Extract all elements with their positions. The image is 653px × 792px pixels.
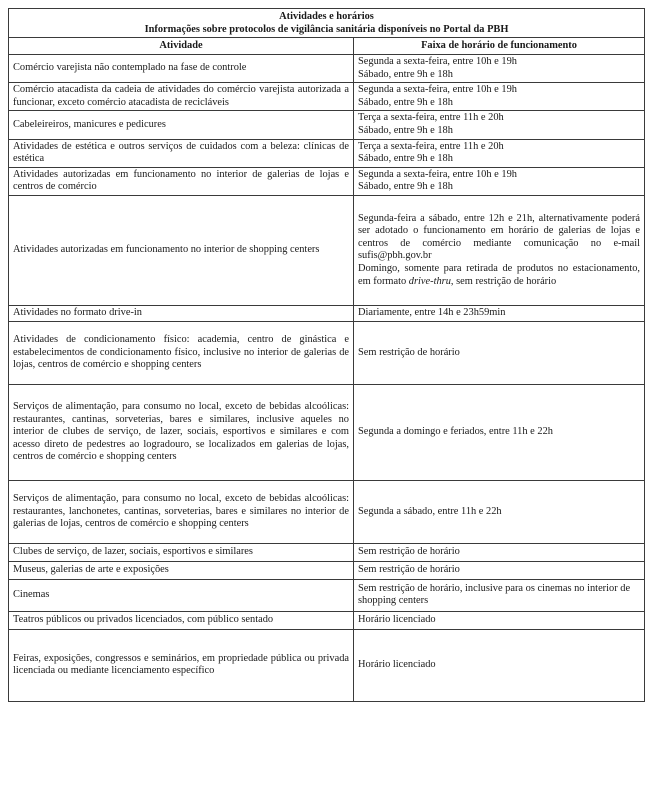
activity-cell: Comércio varejista não contemplado na fase de controle [9,55,354,83]
hours-cell [354,195,645,305]
header-hours: Faixa de horário de funcionamento [354,38,645,55]
table-row [9,55,645,83]
table-row [9,611,645,629]
hours-line: Sem restrição de horário, inclusive para os cinemas no interior de shopping centers [358,582,631,607]
hours-line: Sábado, entre 9h e 18h [358,124,453,136]
activity-cell: Atividades de estética e outros serviços de cuidados com a beleza: clínicas de estética [9,139,354,167]
activity-cell: Cinemas [9,579,354,611]
hours-line: Sábado, entre 9h e 18h [358,153,453,165]
hours-cell [354,384,645,480]
hours-line: Segunda a sexta-feira, entre 10h e 19h [358,168,517,180]
activity-cell: Feiras, exposições, congressos e seminários, em propriedade pública ou privada licenciada ou mediante licenciamento específico [9,629,354,701]
hours-line: Horário licenciado [358,659,436,671]
table-row [9,195,645,305]
activities-hours-table [8,8,645,702]
table-row [9,83,645,111]
hours-line: Sem restrição de horário [358,346,460,358]
activity-cell: Atividades de condicionamento físico: academia, centro de ginástica e estabelecimentos de condicionamento físico, inclusive no interior de galerias de lojas, centros de comércio e shopping centers [9,321,354,384]
table-row [9,561,645,579]
activity-cell: Atividades autorizadas em funcionamento no interior de shopping centers [9,195,354,305]
hours-line: Segunda a sábado, entre 11h e 22h [358,505,502,517]
table-subtitle: Informações sobre protocolos de vigilância sanitária disponíveis no Portal da PBH [144,24,509,35]
hours-cell [354,167,645,195]
activity-cell: Atividades no formato drive-in [9,305,354,321]
hours-line: Sábado, entre 9h e 18h [358,181,453,193]
hours-paragraph [358,263,640,288]
table-row [9,480,645,543]
table-title: Atividades e horários [279,11,374,22]
table-row [9,579,645,611]
hours-line: Horário licenciado [358,614,436,626]
hours-line: Sábado, entre 9h e 18h [358,96,453,108]
table-row [9,321,645,384]
hours-cell [354,321,645,384]
hours-cell [354,611,645,629]
activity-cell: Museus, galerias de arte e exposições [9,561,354,579]
hours-cell [354,111,645,139]
hours-paragraph: Segunda-feira a sábado, entre 12h e 21h, alternativamente poderá ser adotado o funcionamento em horário de galerias de lojas e centros de comércio mediante comunicação no e-mail sufis@pbh.gov.br [358,212,640,262]
hours-line: Terça a sexta-feira, entre 11h e 20h [358,112,504,124]
table-title-cell [9,9,645,38]
activity-cell: Serviços de alimentação, para consumo no local, exceto de bebidas alcoólicas: restaurantes, cantinas, sorveterias, bares e similares, inclusive aqueles no interior de clubes de serviço, de lazer, sociais, esportivos e similares e com acesso direto de pedestres ao logradouro, se localizados em galerias de lojas, centros de comércio e shopping centers [9,384,354,480]
activity-cell: Cabeleireiros, manicures e pedicures [9,111,354,139]
table-row [9,543,645,561]
hours-line: Terça a sexta-feira, entre 11h e 20h [358,140,504,152]
hours-line: Segunda a domingo e feriados, entre 11h e 22h [358,426,553,438]
hours-line: Sábado, entre 9h e 18h [358,68,453,80]
hours-cell [354,629,645,701]
table-row [9,305,645,321]
hours-cell [354,480,645,543]
activity-cell: Teatros públicos ou privados licenciados, com público sentado [9,611,354,629]
hours-cell [354,305,645,321]
activity-cell: Comércio atacadista da cadeia de atividades do comércio varejista autorizada a funcionar, exceto comércio atacadista de recicláveis [9,83,354,111]
hours-line: Sem restrição de horário [358,564,460,576]
activity-cell: Atividades autorizadas em funcionamento no interior de galerias de lojas e centros de comércio [9,167,354,195]
drive-thru-term: drive-thru [408,275,451,287]
hours-line: Diariamente, entre 14h e 23h59min [358,307,506,319]
hours-line: Sem restrição de horário [358,546,460,558]
hours-line: Segunda a sexta-feira, entre 10h e 19h [358,56,517,67]
table-row [9,111,645,139]
hours-cell [354,139,645,167]
hours-cell [354,55,645,83]
hours-text: Domingo, somente para retirada de produtos no estacionamento, em formato [358,263,640,287]
hours-cell [354,561,645,579]
header-activity: Atividade [9,38,354,55]
hours-cell [354,83,645,111]
activity-cell: Serviços de alimentação, para consumo no local, exceto de bebidas alcoólicas: restaurantes, lanchonetes, cantinas, sorveterias, bares e similares no interior de galerias de lojas, centros de comércio e shopping centers [9,480,354,543]
hours-text: , sem restrição de horário [450,275,557,287]
table-row [9,167,645,195]
hours-cell [354,543,645,561]
table-row [9,384,645,480]
hours-cell [354,579,645,611]
activity-cell: Clubes de serviço, de lazer, sociais, esportivos e similares [9,543,354,561]
table-row [9,629,645,701]
table-row [9,139,645,167]
hours-line: Segunda a sexta-feira, entre 10h e 19h [358,84,517,96]
